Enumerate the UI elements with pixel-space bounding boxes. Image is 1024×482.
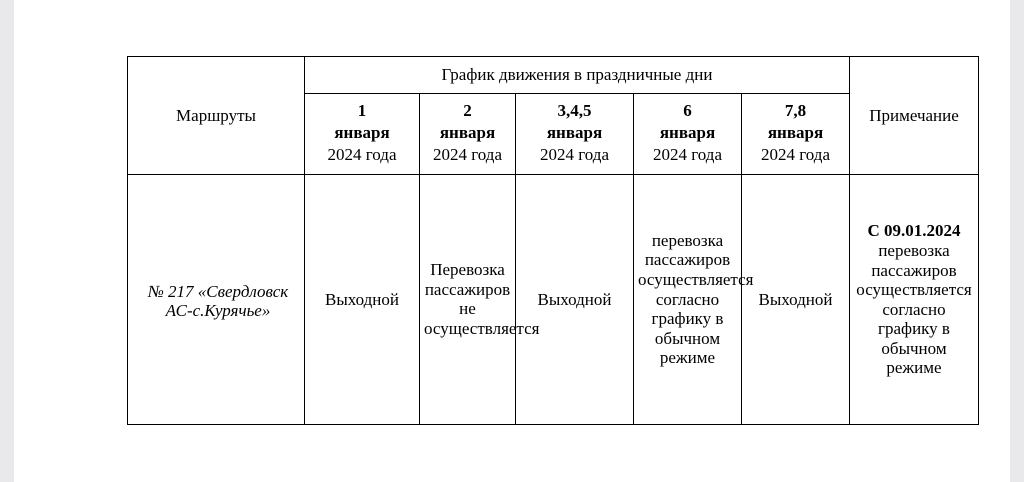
cell-note [850, 174, 979, 424]
table-header [128, 57, 979, 175]
table-body [128, 174, 979, 424]
cell-day-78: Выходной [742, 174, 850, 424]
route-name-cell: № 217 «Свердловск АС-с.Курячье» [128, 174, 305, 424]
header-day-345-number: 3,4,5 [557, 100, 592, 120]
header-row-top [128, 57, 979, 94]
document-sheet [14, 0, 1010, 482]
cell-day-2: Перевозка пассажиров не осуществляется [420, 174, 516, 424]
header-day-78-year: 2024 года [760, 144, 830, 164]
header-day-345-month: января [546, 122, 603, 142]
note-lead-date: С 09.01.2024 [867, 220, 961, 240]
cell-day-1: Выходной [305, 174, 420, 424]
header-day-6-month: января [659, 122, 716, 142]
header-day-2-number: 2 [463, 100, 472, 120]
header-day-345 [516, 93, 634, 174]
table-row [128, 174, 979, 424]
header-day-78-month: января [767, 122, 824, 142]
header-routes: Маршруты [128, 57, 305, 175]
header-schedule-span: График движения в праздничные дни [305, 57, 850, 94]
header-day-6-year: 2024 года [652, 144, 722, 164]
header-day-1-number: 1 [357, 100, 367, 120]
header-day-6-number: 6 [683, 100, 692, 120]
cell-day-6: перевозка пассажиров осуществляется согласно графику в обычном режиме [634, 174, 742, 424]
header-day-345-year: 2024 года [539, 144, 609, 164]
header-day-2-year: 2024 года [432, 144, 502, 164]
header-day-1 [305, 93, 420, 174]
schedule-table-container [127, 56, 978, 425]
note-body-text: перевозка пассажиров осуществляется согласно графику в обычном режиме [856, 241, 972, 378]
header-day-2-month: января [439, 122, 496, 142]
header-note: Примечание [850, 57, 979, 175]
header-day-6 [634, 93, 742, 174]
header-day-1-year: 2024 года [327, 144, 397, 164]
header-day-78 [742, 93, 850, 174]
header-day-2 [420, 93, 516, 174]
header-day-1-month: января [334, 122, 390, 142]
holiday-schedule-table [127, 56, 979, 425]
cell-day-345: Выходной [516, 174, 634, 424]
header-day-78-number: 7,8 [784, 100, 807, 120]
